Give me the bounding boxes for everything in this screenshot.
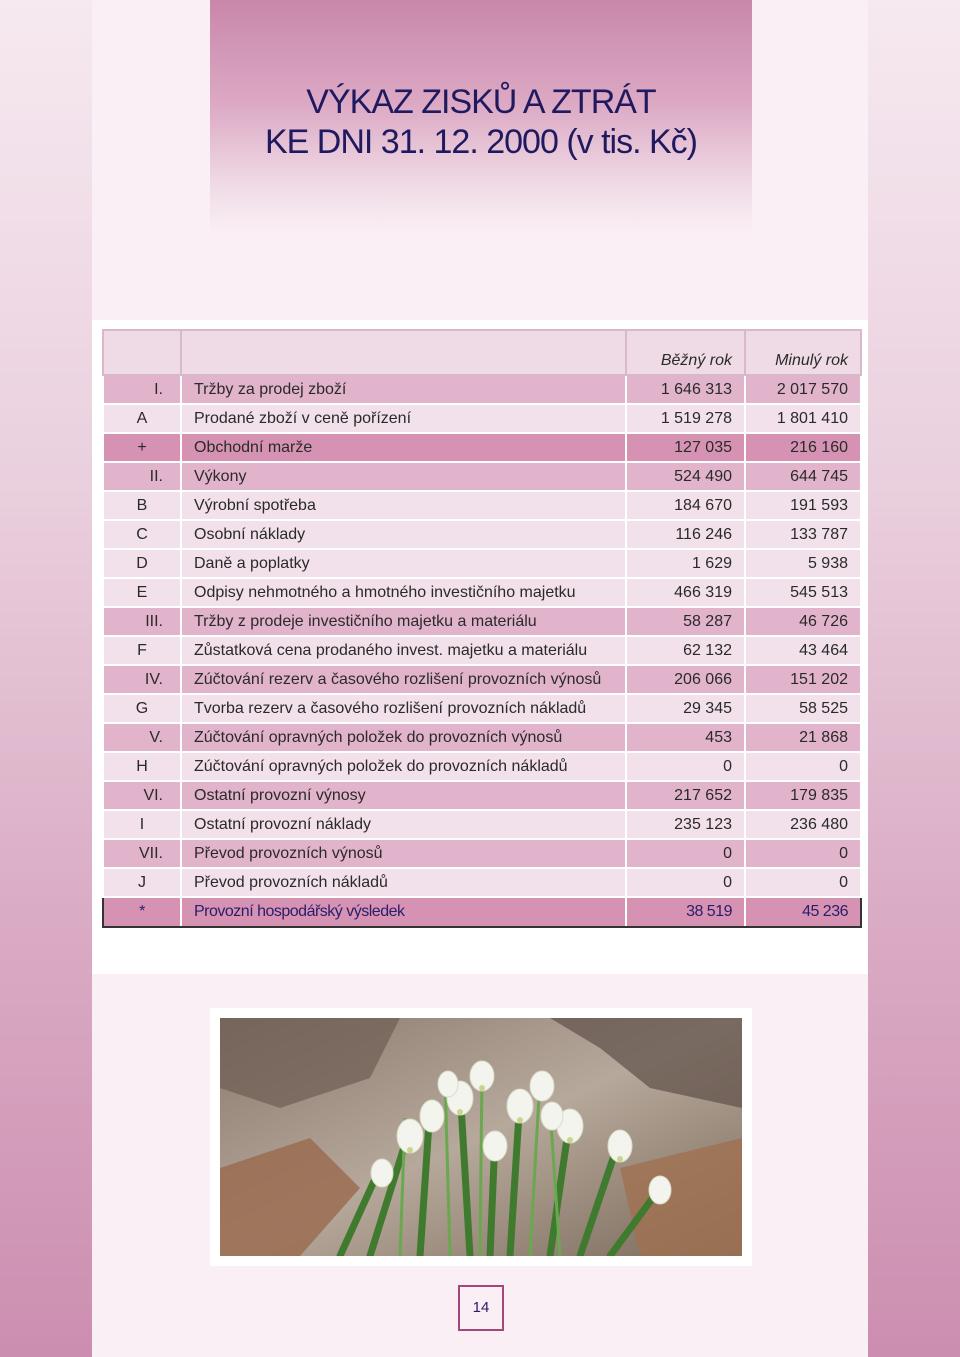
row-current-year: 58 287 bbox=[626, 607, 745, 636]
table-row bbox=[103, 723, 861, 752]
row-previous-year: 179 835 bbox=[745, 781, 861, 810]
row-current-year: 62 132 bbox=[626, 636, 745, 665]
row-current-year: 29 345 bbox=[626, 694, 745, 723]
row-code: VI. bbox=[103, 781, 181, 810]
row-code: V. bbox=[103, 723, 181, 752]
row-current-year: 206 066 bbox=[626, 665, 745, 694]
row-label: Výrobní spotřeba bbox=[181, 491, 626, 520]
title-line-2 bbox=[210, 122, 752, 162]
row-code: III. bbox=[103, 607, 181, 636]
row-previous-year: 151 202 bbox=[745, 665, 861, 694]
row-previous-year: 58 525 bbox=[745, 694, 861, 723]
result-current: 38 519 bbox=[626, 897, 745, 927]
table-row bbox=[103, 839, 861, 868]
table-row bbox=[103, 694, 861, 723]
table-row bbox=[103, 607, 861, 636]
row-current-year: 184 670 bbox=[626, 491, 745, 520]
row-previous-year: 46 726 bbox=[745, 607, 861, 636]
row-code: A bbox=[103, 404, 181, 433]
left-decorative-band bbox=[0, 0, 92, 1357]
table-row bbox=[103, 549, 861, 578]
row-label: Zúčtování rezerv a časového rozlišení provozních výnosů bbox=[181, 665, 626, 694]
row-code: H bbox=[103, 752, 181, 781]
row-label: Tržby z prodeje investičního majetku a materiálu bbox=[181, 607, 626, 636]
row-label: Zúčtování opravných položek do provozních nákladů bbox=[181, 752, 626, 781]
row-label: Daně a poplatky bbox=[181, 549, 626, 578]
row-label: Prodané zboží v ceně pořízení bbox=[181, 404, 626, 433]
row-current-year: 116 246 bbox=[626, 520, 745, 549]
row-current-year: 466 319 bbox=[626, 578, 745, 607]
row-previous-year: 545 513 bbox=[745, 578, 861, 607]
table-row bbox=[103, 578, 861, 607]
row-previous-year: 216 160 bbox=[745, 433, 861, 462]
row-label: Převod provozních nákladů bbox=[181, 868, 626, 897]
table-row bbox=[103, 404, 861, 433]
row-previous-year: 1 801 410 bbox=[745, 404, 861, 433]
page-title bbox=[210, 82, 752, 162]
table-row bbox=[103, 868, 861, 897]
table-row bbox=[103, 491, 861, 520]
row-label: Tvorba rezerv a časového rozlišení provozních nákladů bbox=[181, 694, 626, 723]
row-code: II. bbox=[103, 462, 181, 491]
result-row bbox=[103, 897, 861, 927]
row-previous-year: 21 868 bbox=[745, 723, 861, 752]
row-current-year: 0 bbox=[626, 868, 745, 897]
row-current-year: 0 bbox=[626, 752, 745, 781]
row-previous-year: 644 745 bbox=[745, 462, 861, 491]
income-statement-table bbox=[102, 329, 862, 928]
row-label: Ostatní provozní výnosy bbox=[181, 781, 626, 810]
header-code-cell bbox=[103, 330, 181, 375]
header-current-year: Běžný rok bbox=[626, 330, 745, 375]
page-number: 14 bbox=[458, 1285, 504, 1331]
row-code: E bbox=[103, 578, 181, 607]
row-code: I. bbox=[103, 375, 181, 404]
row-code: D bbox=[103, 549, 181, 578]
row-current-year: 217 652 bbox=[626, 781, 745, 810]
result-label: Provozní hospodářský výsledek bbox=[181, 897, 626, 927]
result-previous: 45 236 bbox=[745, 897, 861, 927]
table-row bbox=[103, 520, 861, 549]
row-previous-year: 191 593 bbox=[745, 491, 861, 520]
row-label: Zúčtování opravných položek do provozních výnosů bbox=[181, 723, 626, 752]
row-previous-year: 5 938 bbox=[745, 549, 861, 578]
row-code: B bbox=[103, 491, 181, 520]
table-row bbox=[103, 810, 861, 839]
row-current-year: 524 490 bbox=[626, 462, 745, 491]
row-current-year: 235 123 bbox=[626, 810, 745, 839]
row-previous-year: 0 bbox=[745, 868, 861, 897]
row-label: Odpisy nehmotného a hmotného investičního majetku bbox=[181, 578, 626, 607]
row-label: Zůstatková cena prodaného invest. majetku a materiálu bbox=[181, 636, 626, 665]
row-label: Osobní náklady bbox=[181, 520, 626, 549]
row-current-year: 1 519 278 bbox=[626, 404, 745, 433]
row-code: VII. bbox=[103, 839, 181, 868]
income-statement-panel bbox=[92, 320, 868, 974]
row-code: C bbox=[103, 520, 181, 549]
row-label: Převod provozních výnosů bbox=[181, 839, 626, 868]
table-row bbox=[103, 462, 861, 491]
row-previous-year: 0 bbox=[745, 839, 861, 868]
table-row bbox=[103, 781, 861, 810]
table-row bbox=[103, 636, 861, 665]
row-current-year: 127 035 bbox=[626, 433, 745, 462]
header-previous-year: Minulý rok bbox=[745, 330, 861, 375]
table-row bbox=[103, 375, 861, 404]
title-date: KE DNI 31. 12. 2000 bbox=[265, 123, 558, 161]
row-previous-year: 43 464 bbox=[745, 636, 861, 665]
snowflake-flowers-photo bbox=[220, 1018, 742, 1256]
row-current-year: 453 bbox=[626, 723, 745, 752]
row-code: G bbox=[103, 694, 181, 723]
flowers-illustration bbox=[220, 1018, 742, 1256]
header-label-cell bbox=[181, 330, 626, 375]
row-code: IV. bbox=[103, 665, 181, 694]
row-current-year: 0 bbox=[626, 839, 745, 868]
row-label: Obchodní marže bbox=[181, 433, 626, 462]
row-previous-year: 236 480 bbox=[745, 810, 861, 839]
row-code: I bbox=[103, 810, 181, 839]
row-label: Tržby za prodej zboží bbox=[181, 375, 626, 404]
table-header-row bbox=[103, 330, 861, 375]
row-current-year: 1 646 313 bbox=[626, 375, 745, 404]
photo-frame bbox=[210, 1008, 752, 1266]
table-row bbox=[103, 752, 861, 781]
table-row bbox=[103, 433, 861, 462]
row-code: + bbox=[103, 433, 181, 462]
title-line-1: VÝKAZ ZISKŮ A ZTRÁT bbox=[306, 83, 656, 121]
result-code: * bbox=[103, 897, 181, 927]
row-previous-year: 0 bbox=[745, 752, 861, 781]
row-previous-year: 2 017 570 bbox=[745, 375, 861, 404]
row-code: F bbox=[103, 636, 181, 665]
row-code: J bbox=[103, 868, 181, 897]
row-label: Výkony bbox=[181, 462, 626, 491]
title-unit: (v tis. Kč) bbox=[566, 123, 697, 161]
row-label: Ostatní provozní náklady bbox=[181, 810, 626, 839]
row-current-year: 1 629 bbox=[626, 549, 745, 578]
row-previous-year: 133 787 bbox=[745, 520, 861, 549]
table-row bbox=[103, 665, 861, 694]
right-decorative-band bbox=[868, 0, 960, 1357]
